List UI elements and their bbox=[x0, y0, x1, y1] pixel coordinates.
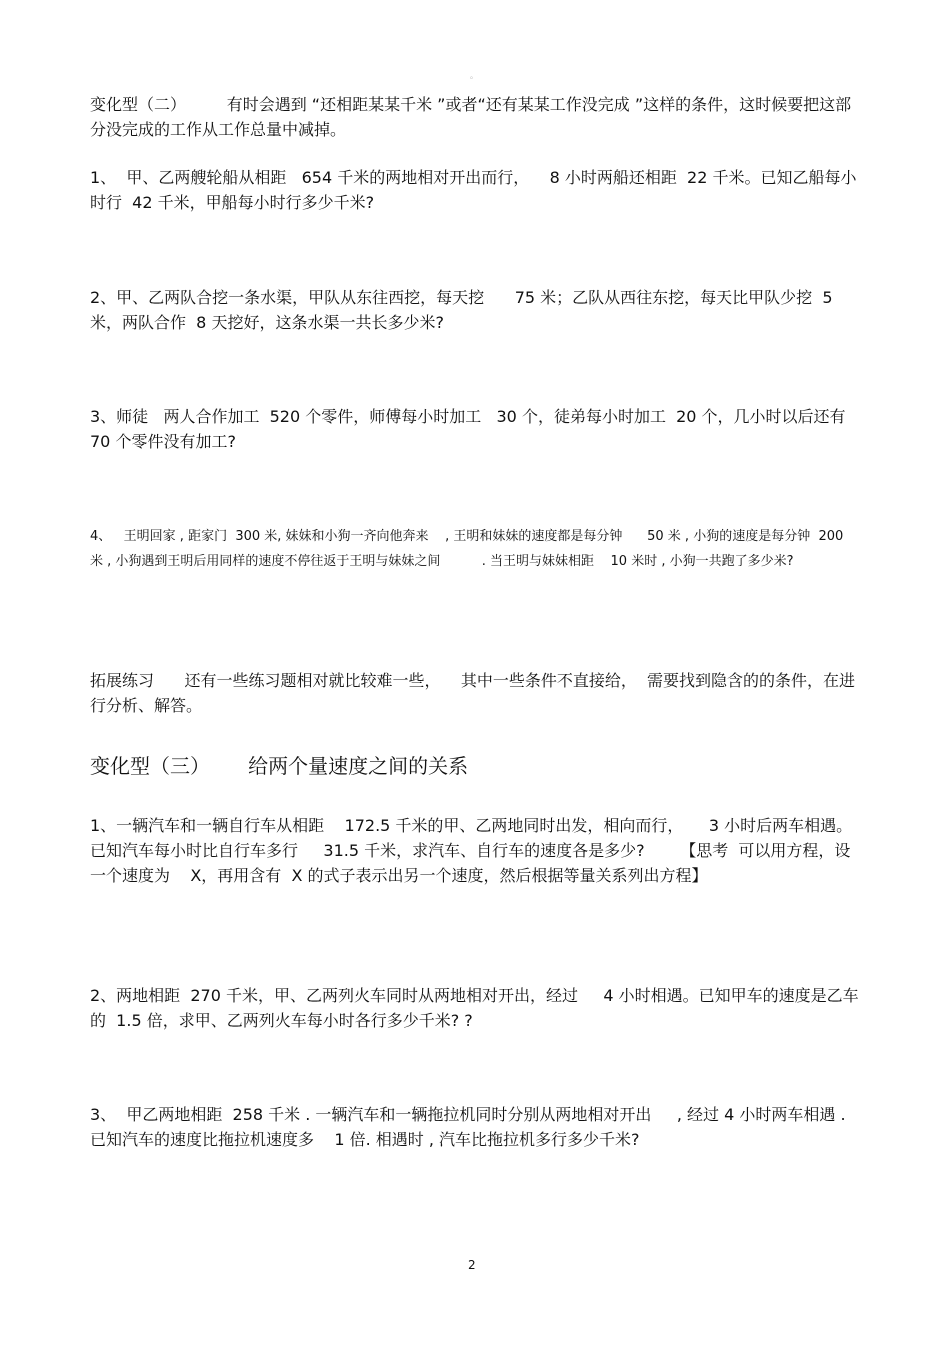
extension-practice: 拓展练习 还有一些练习题相对就比较难一些， 其中一些条件不直接给， 需要找到隐含的的条件，在进行分析、解答。 bbox=[90, 671, 856, 715]
top-mark: 。 bbox=[470, 71, 478, 80]
question-4: 4、 王明回家 , 距家门 300 米, 妹妹和小狗一齐向他奔来 , 王明和妹妹的速度都是每分钟 50 米 , 小狗的速度是每分钟 200 米 , 小狗遇到王明后用同样的速度不停往返于王明与妹妹之间 . 当王明与妹妹相距 10 米时 , 小狗一共跑了多少米? bbox=[90, 529, 848, 569]
section3-question-2: 2、两地相距 270 千米，甲、乙两列火车同时从两地相对开出，经过 4 小时相遇。已知甲车的速度是乙车的 1.5 倍，求甲、乙两列火车每小时各行多少千米? ? bbox=[90, 986, 859, 1030]
question-3: 3、师徒 两人合作加工 520 个零件，师傅每小时加工 30 个，徒弟每小时加工 20 个，几小时以后还有 70 个零件没有加工? bbox=[90, 407, 856, 451]
section3-question-3: 3、 甲乙两地相距 258 千米 . 一辆汽车和一辆拖拉机同时分别从两地相对开出 , 经过 4 小时两车相遇 . 已知汽车的速度比拖拉机速度多 1 倍. 相遇时 , 汽车比拖拉机多行多少千米? bbox=[90, 1105, 851, 1149]
section2-intro: 变化型（二） 有时会遇到 “还相距某某千米 ”或者“还有某某工作没完成 ”这样的条件，这时候要把这部分没完成的工作从工作总量中减掉。 bbox=[90, 95, 852, 139]
question-1: 1、 甲、乙两艘轮船从相距 654 千米的两地相对开出而行， 8 小时两船还相距 22 千米。已知乙船每小时行 42 千米，甲船每小时行多少千米? bbox=[90, 168, 857, 212]
question-2: 2、甲、乙两队合挖一条水渠，甲队从东往西挖，每天挖 75 米；乙队从西往东挖，每天比甲队少挖 5 米，两队合作 8 天挖好，这条水渠一共长多少米? bbox=[90, 288, 838, 332]
page-number: 2 bbox=[468, 1258, 476, 1272]
section3-question-1: 1、一辆汽车和一辆自行车从相距 172.5 千米的甲、乙两地同时出发，相向而行， 3 小时后两车相遇。已知汽车每小时比自行车多行 31.5 千米，求汽车、自行车的速度各是多少? 【思考 可以用方程，设一个速度为 X，再用含有 X 的式子表示出另一个速度，然后根据等量关系列出方程】 bbox=[90, 816, 853, 885]
section3-heading: 变化型（三） 给两个量速度之间的关系 bbox=[90, 754, 469, 778]
